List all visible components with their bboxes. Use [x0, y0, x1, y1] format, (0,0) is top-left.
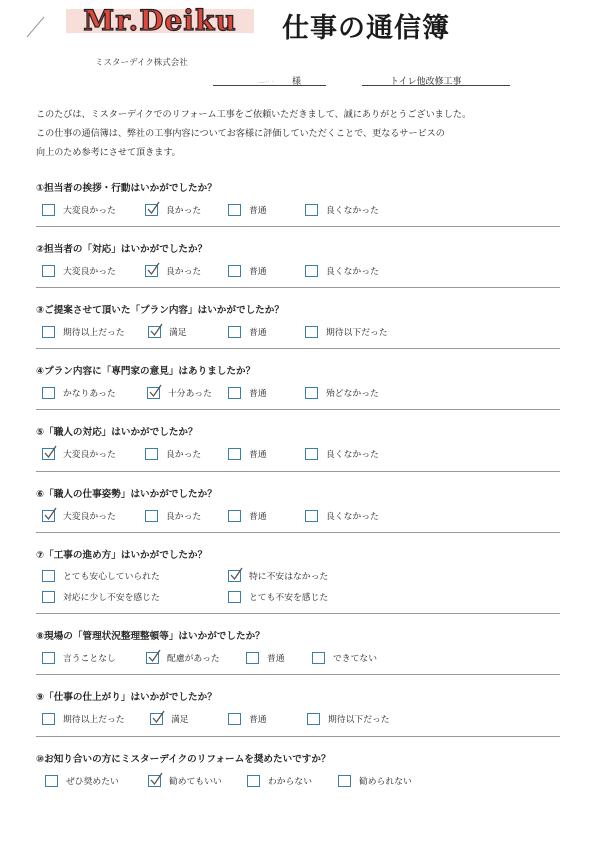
question-title: ②担当者の「対応」はいかがでしたか？ [36, 244, 208, 255]
answer-label: 普通 [249, 450, 267, 460]
svg-text:Mr.Deiku: Mr.Deiku [83, 4, 237, 37]
question-title: ①担当者の挨拶・行動はいかがでしたか？ [36, 183, 217, 194]
checkbox[interactable] [305, 326, 318, 338]
answer-label: 普通 [249, 206, 267, 216]
answer-option[interactable] [305, 203, 379, 216]
checkbox[interactable] [42, 652, 55, 664]
answer-option[interactable] [228, 203, 267, 216]
question-title: ⑤「職人の対応」はいかがでしたか？ [36, 427, 198, 438]
question-title: ⑨「仕事の仕上がり」はいかがでしたか？ [36, 692, 217, 703]
answer-option[interactable] [228, 447, 267, 460]
answer-label: 普通 [249, 328, 267, 338]
question-title: ⑥「職人の仕事姿勢」はいかがでしたか？ [36, 489, 217, 500]
answer-label: 満足 [169, 328, 187, 338]
checkbox-checked[interactable] [42, 510, 55, 522]
answer-option[interactable] [228, 264, 267, 277]
company-name: ミスターデイク株式会社 [95, 58, 188, 68]
answer-label: 普通 [249, 389, 267, 399]
answer-option[interactable] [246, 651, 285, 664]
answer-option[interactable] [305, 447, 379, 460]
answer-option[interactable] [148, 325, 187, 338]
checkbox-checked[interactable] [150, 713, 163, 725]
answer-label: 期待以上だった [63, 328, 125, 338]
checkbox[interactable] [305, 265, 318, 277]
answer-option[interactable] [228, 386, 267, 399]
company-logo [66, 3, 254, 37]
answer-option[interactable] [305, 264, 379, 277]
answer-option[interactable] [247, 774, 312, 787]
customer-honorific: 様 [292, 77, 302, 87]
answer-label: 良くなかった [326, 512, 379, 522]
answer-label: できてない [333, 654, 377, 664]
checkbox-checked[interactable] [42, 448, 55, 460]
answer-label: 良くなかった [326, 450, 379, 460]
answer-label: 普通 [249, 715, 267, 725]
answer-label: とても安心していられた [63, 572, 160, 582]
section-divider [36, 613, 560, 614]
checkbox-checked[interactable] [146, 652, 159, 664]
checkbox-checked[interactable] [148, 775, 161, 787]
section-divider [36, 409, 560, 410]
checkbox[interactable] [42, 204, 55, 216]
answer-option[interactable] [148, 774, 222, 787]
work-type: トイレ他改修工事 [390, 77, 462, 87]
checkbox[interactable] [305, 448, 318, 460]
checkbox[interactable] [42, 591, 55, 603]
answer-label: 大変良かった [63, 267, 116, 277]
answer-option[interactable] [147, 386, 212, 399]
answer-label: 勧めてもいい [169, 777, 222, 787]
answer-option[interactable] [45, 774, 119, 787]
answer-label: 普通 [249, 512, 267, 522]
answer-option[interactable] [146, 651, 220, 664]
checkbox[interactable] [307, 713, 320, 725]
customer-name-underline [213, 85, 326, 86]
answer-label: 満足 [171, 715, 189, 725]
answer-option[interactable] [305, 509, 379, 522]
intro-line: 向上のため参考にさせて頂きます。 [36, 148, 181, 158]
checkbox[interactable] [42, 570, 55, 582]
answer-option[interactable] [42, 569, 160, 582]
answer-option[interactable] [150, 712, 189, 725]
answer-option[interactable] [42, 264, 116, 277]
work-type-underline [362, 85, 510, 86]
answer-label: 普通 [267, 654, 285, 664]
checkbox[interactable] [246, 652, 259, 664]
answer-label: 大変良かった [63, 450, 116, 460]
answer-label: 期待以上だった [63, 715, 125, 725]
checkbox-checked[interactable] [147, 387, 160, 399]
checkbox-checked[interactable] [145, 265, 158, 277]
checkbox[interactable] [42, 387, 55, 399]
checkbox[interactable] [228, 265, 241, 277]
answer-label: 大変良かった [63, 512, 116, 522]
checkbox[interactable] [228, 713, 241, 725]
section-divider [36, 532, 560, 533]
answer-label: 殆どなかった [326, 389, 379, 399]
pen-stroke-mark [26, 16, 46, 38]
checkbox[interactable] [338, 775, 351, 787]
checkbox-checked[interactable] [228, 570, 241, 582]
answer-label: 良かった [166, 206, 202, 216]
question-title: ④プラン内容に「専門家の意見」はありましたか？ [36, 366, 256, 377]
answer-label: 大変良かった [63, 206, 116, 216]
answer-option[interactable] [145, 509, 201, 522]
checkbox[interactable] [45, 775, 58, 787]
section-divider [36, 287, 560, 288]
answer-option[interactable] [42, 651, 116, 664]
question-title: ⑩お知り合いの方にミスターデイクのリフォームを奨めたいですか？ [36, 754, 331, 765]
checkbox[interactable] [228, 326, 241, 338]
document-title: 仕事の通信簿 [282, 13, 450, 44]
answer-option[interactable] [42, 590, 160, 603]
answer-label: 言うことなし [63, 654, 116, 664]
answer-label: 良くなかった [326, 206, 379, 216]
customer-name-redacted: —·· · [258, 78, 274, 86]
answer-option[interactable] [228, 590, 328, 603]
checkbox[interactable] [42, 326, 55, 338]
checkbox[interactable] [42, 265, 55, 277]
answer-label: わからない [268, 777, 312, 787]
checkbox[interactable] [305, 510, 318, 522]
section-divider [36, 226, 560, 227]
answer-label: とても不安を感じた [249, 593, 329, 603]
answer-label: 勧められない [359, 777, 412, 787]
checkbox[interactable] [312, 652, 325, 664]
answer-option[interactable] [145, 447, 201, 460]
answer-option[interactable] [305, 325, 388, 338]
answer-option[interactable] [228, 325, 267, 338]
answer-label: 対応に少し不安を感じた [63, 593, 160, 603]
answer-label: 期待以下だった [326, 328, 388, 338]
section-divider [36, 674, 560, 675]
answer-label: 期待以下だった [328, 715, 390, 725]
checkbox[interactable] [247, 775, 260, 787]
checkbox-checked[interactable] [148, 326, 161, 338]
answer-label: 良かった [166, 450, 202, 460]
section-divider [36, 348, 560, 349]
answer-option[interactable] [42, 509, 116, 522]
answer-label: 良かった [166, 267, 202, 277]
checkbox[interactable] [228, 448, 241, 460]
section-divider [36, 736, 560, 737]
question-title: ⑦「工事の進め方」はいかがでしたか？ [36, 550, 208, 561]
answer-option[interactable] [338, 774, 412, 787]
answer-option[interactable] [228, 712, 267, 725]
answer-label: 特に不安はなかった [249, 572, 329, 582]
answer-option[interactable] [312, 651, 377, 664]
answer-option[interactable] [42, 325, 125, 338]
answer-label: 十分あった [168, 389, 212, 399]
checkbox-checked[interactable] [145, 204, 158, 216]
answer-label: 良くなかった [326, 267, 379, 277]
section-divider [36, 471, 560, 472]
question-title: ③ご提案させて頂いた「プラン内容」はいかがでしたか？ [36, 305, 284, 316]
answer-option[interactable] [145, 203, 201, 216]
checkbox[interactable] [305, 204, 318, 216]
answer-option[interactable] [42, 203, 116, 216]
checkbox[interactable] [305, 387, 318, 399]
answer-option[interactable] [42, 386, 116, 399]
checkbox[interactable] [228, 591, 241, 603]
intro-line: このたびは、ミスターデイクでのリフォーム工事をご依頼いただきまして、誠にありがとうございました。 [36, 110, 472, 120]
answer-label: 配慮があった [167, 654, 220, 664]
checkbox[interactable] [228, 387, 241, 399]
answer-label: 普通 [249, 267, 267, 277]
intro-line: この仕事の通信簿は、弊社の工事内容についてお客様に評価していただくことで、更なるサービスの [36, 129, 445, 139]
answer-option[interactable] [307, 712, 390, 725]
checkbox[interactable] [42, 713, 55, 725]
answer-option[interactable] [228, 569, 328, 582]
answer-label: 良かった [166, 512, 202, 522]
checkbox[interactable] [228, 204, 241, 216]
intro-text [36, 106, 556, 163]
answer-option[interactable] [42, 712, 125, 725]
answer-option[interactable] [145, 264, 201, 277]
checkbox[interactable] [145, 510, 158, 522]
checkbox[interactable] [145, 448, 158, 460]
answer-option[interactable] [42, 447, 116, 460]
answer-option[interactable] [228, 509, 267, 522]
checkbox[interactable] [228, 510, 241, 522]
answer-label: ぜひ奨めたい [66, 777, 119, 787]
answer-label: かなりあった [63, 389, 116, 399]
answer-option[interactable] [305, 386, 379, 399]
question-title: ⑧現場の「管理状況整理整頓等」はいかがでしたか？ [36, 631, 265, 642]
